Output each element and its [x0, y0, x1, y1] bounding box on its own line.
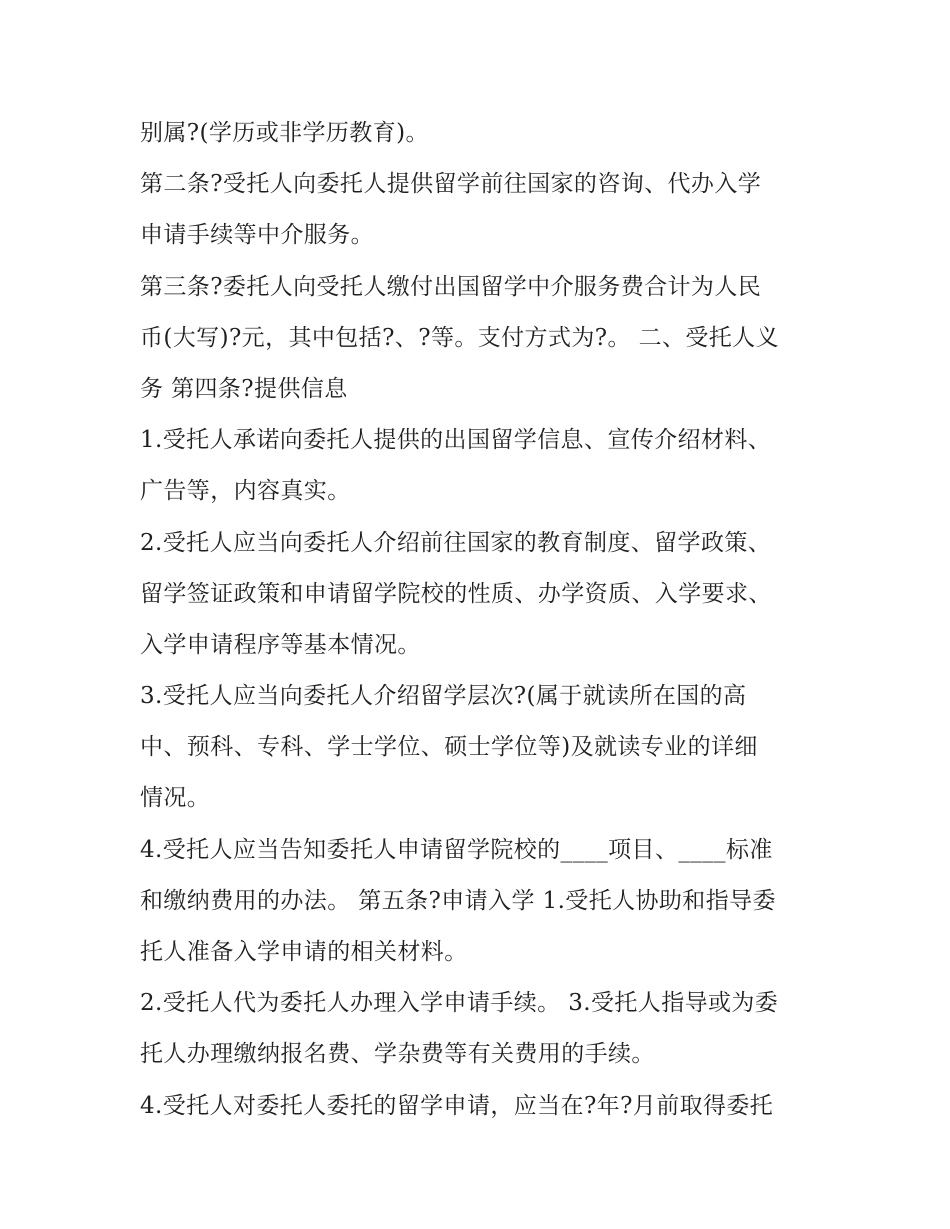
text-line: 务 第四条?提供信息 [140, 375, 348, 402]
text-line: 3.受托人应当向委托人介绍留学层次?(属于就读所在国的高 [140, 683, 747, 710]
text-line: 托人办理缴纳报名费、学杂费等有关费用的手续。 [140, 1041, 655, 1068]
text-line: 广告等，内容真实。 [140, 478, 351, 505]
text-line: 留学签证政策和申请留学院校的性质、办学资质、入学要求、 [140, 580, 772, 607]
text-line: 中、预科、专科、学士学位、硕士学位等)及就读专业的详细 [140, 734, 758, 761]
text-line: 2.受托人应当向委托人介绍前往国家的教育制度、留学政策、 [140, 529, 772, 556]
text-line: 别属?(学历或非学历教育)。 [140, 120, 429, 146]
text-line: 入学申请程序等基本情况。 [140, 631, 421, 658]
text-line: 币(大写)?元，其中包括?、?等。支付方式为?。 二、受托人义 [140, 324, 779, 351]
text-line: 4.受托人对委托人委托的留学申请，应当在?年?月前取得委托 [140, 1092, 774, 1119]
text-line: 托人准备入学申请的相关材料。 [140, 939, 468, 965]
text-line: 第三条?委托人向受托人缴付出国留学中介服务费合计为人民 [140, 273, 762, 300]
text-line: 2.受托人代为委托人办理入学申请手续。 3.受托人指导或为委 [140, 990, 779, 1017]
text-line: 4.受托人应当告知委托人申请留学院校的____项目、____标准 [140, 836, 773, 863]
document-body [140, 108, 820, 1132]
text-line: 和缴纳费用的办法。 第五条?申请入学 1.受托人协助和指导委 [140, 887, 776, 914]
text-line: 1.受托人承诺向委托人提供的出国留学信息、宣传介绍材料、 [140, 427, 772, 454]
text-line: 第二条?受托人向委托人提供留学前往国家的咨询、代办入学 [140, 171, 762, 198]
text-line: 情况。 [140, 785, 211, 812]
text-line: 申请手续等中介服务。 [140, 222, 374, 249]
